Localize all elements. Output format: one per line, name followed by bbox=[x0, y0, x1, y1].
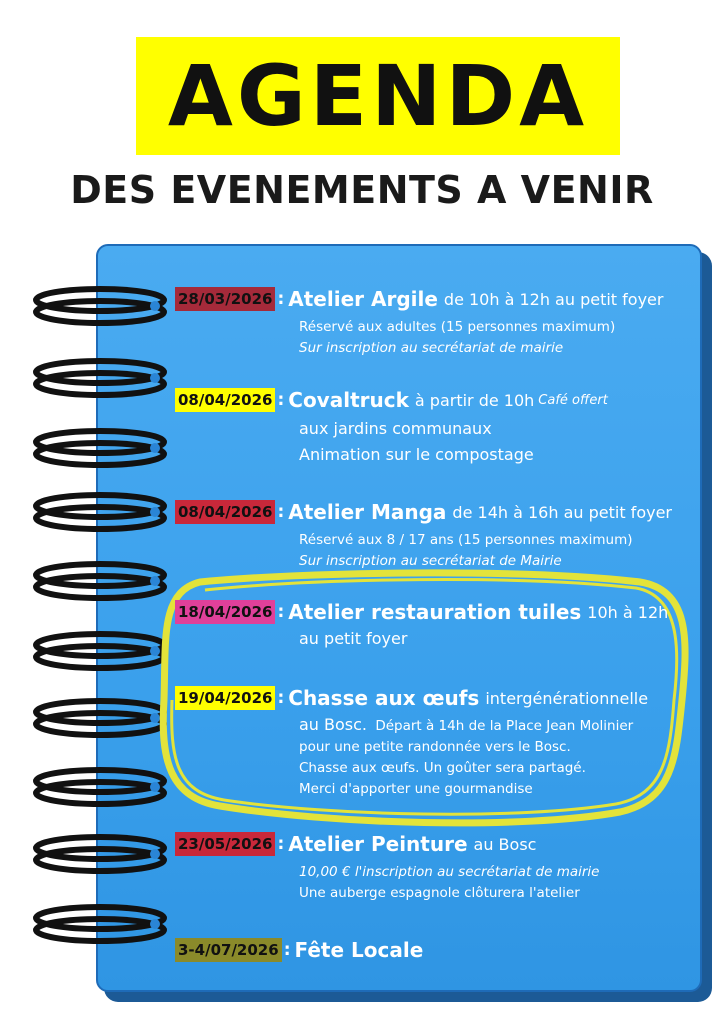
event-time: à partir de 10h bbox=[414, 390, 535, 410]
event-time: intergénérationnelle bbox=[485, 688, 649, 708]
event-title: Atelier Peinture bbox=[288, 832, 468, 856]
agenda-title: AGENDA bbox=[167, 47, 589, 145]
page-subtitle: DES EVENEMENTS A VENIR bbox=[70, 168, 654, 212]
event-title: Atelier Manga bbox=[288, 500, 447, 524]
event-detail: Merci d'apporter une gourmandise bbox=[299, 781, 533, 797]
event-item: 08/04/2026 : Covaltruck à partir de 10h Café offert aux jardins communaux Animation sur le compostage bbox=[175, 388, 608, 468]
event-date-badge: 28/03/2026 bbox=[175, 287, 275, 311]
event-item: 08/04/2026 : Atelier Manga de 14h à 16h au petit foyer Réservé aux 8 / 17 ans (15 personnes maximum) Sur inscription au secrétariat de Mairie bbox=[175, 500, 672, 572]
event-date-badge: 23/05/2026 bbox=[175, 832, 275, 856]
event-detail: aux jardins communaux bbox=[299, 419, 492, 438]
event-date-badge: 18/04/2026 bbox=[175, 600, 275, 624]
event-detail: Sur inscription au secrétariat de mairie bbox=[299, 340, 564, 356]
event-detail: Réservé aux 8 / 17 ans (15 personnes maximum) bbox=[299, 532, 633, 548]
event-detail: Réservé aux adultes (15 personnes maximum) bbox=[299, 319, 616, 335]
event-title: Fête Locale bbox=[294, 938, 424, 962]
agenda-title-box bbox=[136, 37, 620, 155]
event-title: Atelier restauration tuiles bbox=[288, 600, 582, 624]
event-date-badge: 19/04/2026 bbox=[175, 686, 275, 710]
event-detail: Sur inscription au secrétariat de Mairie bbox=[299, 553, 562, 569]
event-detail: au Bosc. bbox=[299, 715, 368, 734]
event-date-badge: 08/04/2026 bbox=[175, 500, 275, 524]
event-title: Chasse aux œufs bbox=[288, 686, 480, 710]
event-time: 10h à 12h bbox=[587, 602, 669, 622]
event-item: 23/05/2026 : Atelier Peinture au Bosc 10,00 € l'inscription au secrétariat de mairie Une auberge espagnole clôturera l'atelier bbox=[175, 832, 599, 904]
event-time: de 10h à 12h au petit foyer bbox=[443, 289, 664, 309]
event-item: 3-4/07/2026 : Fête Locale bbox=[175, 938, 429, 962]
event-title: Atelier Argile bbox=[288, 287, 438, 311]
event-item: 28/03/2026 : Atelier Argile de 10h à 12h au petit foyer Réservé aux adultes (15 personnes maximum) Sur inscription au secrétariat de mairie bbox=[175, 287, 663, 359]
event-date-badge: 08/04/2026 bbox=[175, 388, 275, 412]
event-detail: pour une petite randonnée vers le Bosc. bbox=[299, 739, 571, 755]
event-item: 18/04/2026 : Atelier restauration tuiles 10h à 12h au petit foyer bbox=[175, 600, 668, 652]
event-time: de 14h à 16h au petit foyer bbox=[452, 502, 672, 522]
event-detail: 10,00 € l'inscription au secrétariat de mairie bbox=[299, 864, 600, 880]
event-time: au Bosc bbox=[473, 834, 537, 854]
event-item: 19/04/2026 : Chasse aux œufs intergénérationnelle au Bosc. Départ à 14h de la Place Jean Molinier pour une petite randonnée vers le Bosc. Chasse aux œufs. Un goûter sera partagé. Merci d'apporter une gourmandise bbox=[175, 686, 648, 800]
event-title: Covaltruck bbox=[288, 388, 409, 412]
event-detail: Chasse aux œufs. Un goûter sera partagé. bbox=[299, 760, 586, 776]
event-detail: au petit foyer bbox=[299, 629, 408, 648]
event-note: Café offert bbox=[538, 392, 608, 408]
event-date-badge: 3-4/07/2026 bbox=[175, 938, 282, 962]
event-detail: Départ à 14h de la Place Jean Molinier bbox=[375, 718, 634, 734]
event-detail: Une auberge espagnole clôturera l'atelier bbox=[299, 885, 580, 901]
event-detail: Animation sur le compostage bbox=[299, 445, 534, 464]
